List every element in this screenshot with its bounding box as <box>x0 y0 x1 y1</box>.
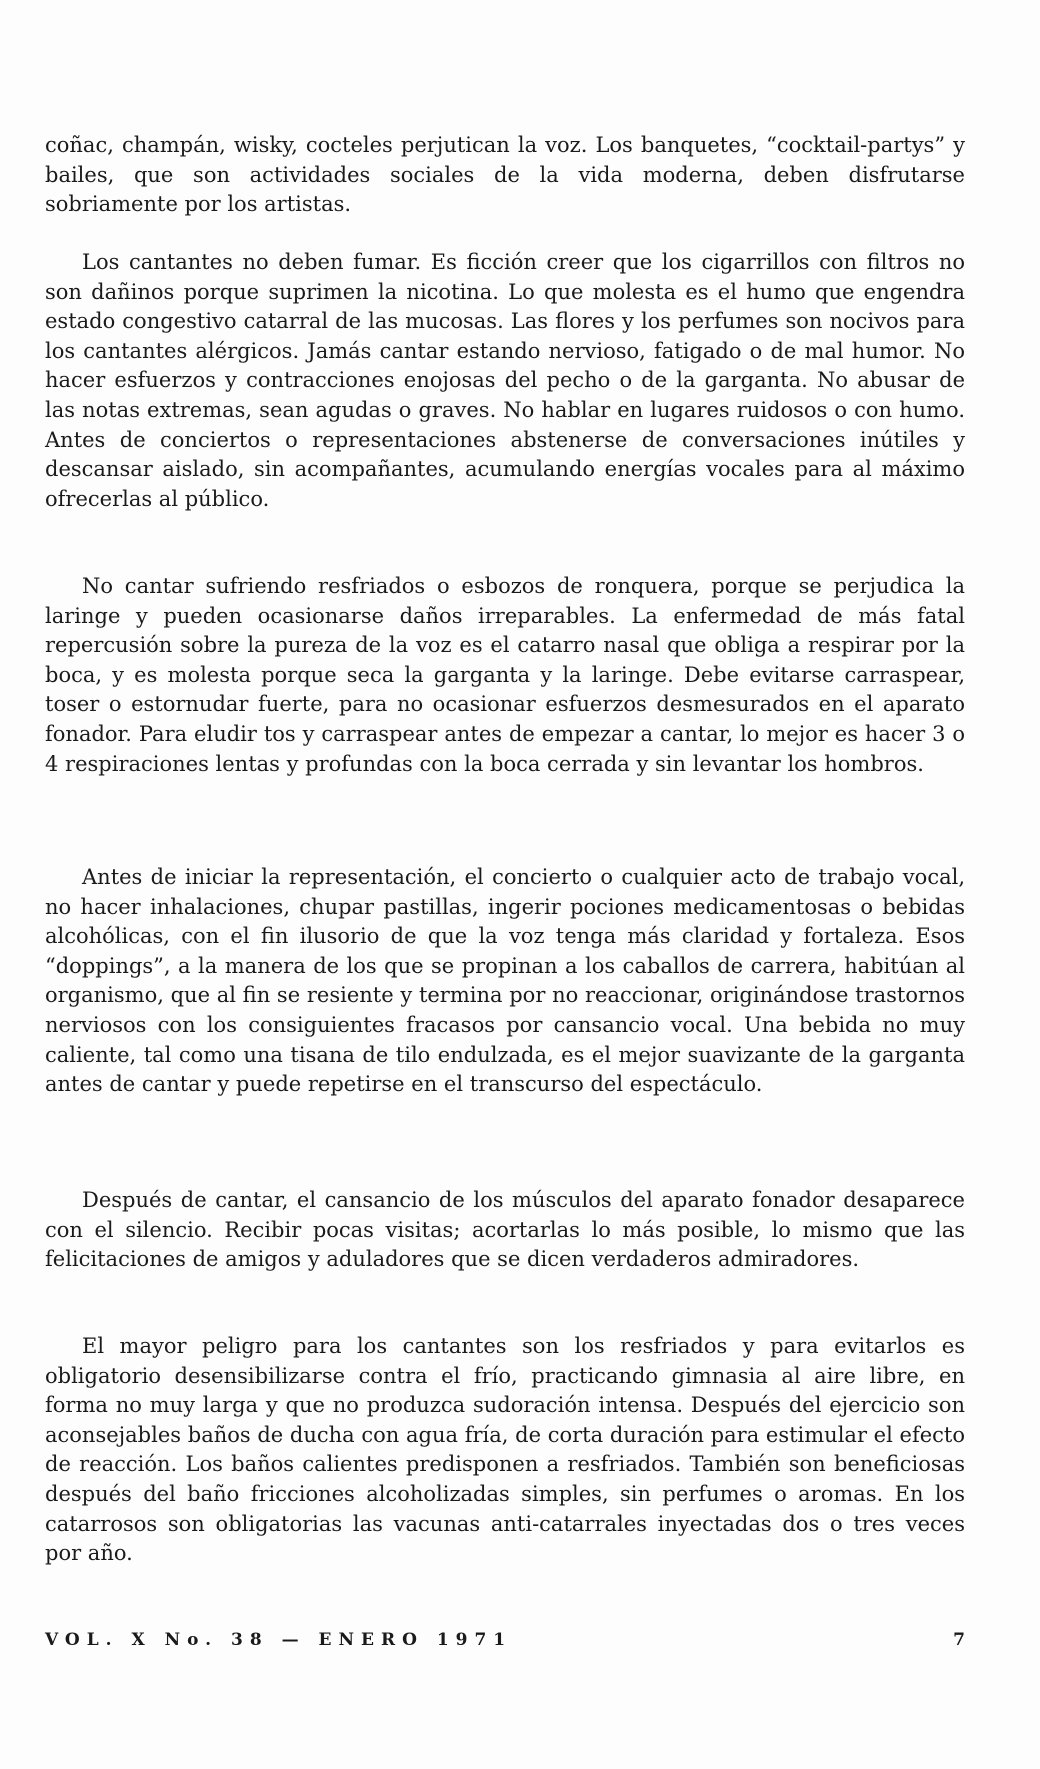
paragraph-2 <box>45 248 965 514</box>
paragraph-1 <box>45 131 965 220</box>
paragraph-text: Después de cantar, el cansancio de los músculos del aparato fonador desaparece con el silencio. Recibir pocas visitas; acortarlas lo más posible, lo mismo que las felicitaciones de amigos y aduladores que se dicen verdaderos admiradores. <box>45 1188 965 1272</box>
paragraph-text: coñac, champán, wisky, cocteles perjutican la voz. Los banquetes, “cocktail-partys” y bailes, que son actividades sociales de la vida moderna, deben disfrutarse sobriamente por los artistas. <box>45 133 965 217</box>
paragraph-5 <box>45 1186 965 1275</box>
page-number: 7 <box>953 1630 965 1650</box>
paragraph-text: Los cantantes no deben fumar. Es ficción creer que los cigarrillos con filtros no son dañinos porque suprimen la nicotina. Lo que molesta es el humo que engendra estado congestivo catarral de las mucosas. Las flores y los perfumes son nocivos para los cantantes alérgicos. Jamás cantar estando nervioso, fatigado o de mal humor. No hacer esfuerzos y contracciones enojosas del pecho o de la garganta. No abusar de las notas extremas, sean agudas o graves. No hablar en lugares ruidosos o con humo. Antes de conciertos o representaciones abstenerse de conversaciones inútiles y descansar aislado, sin acompañantes, acumulando energías vocales para al máximo ofrecerlas al público. <box>45 250 965 511</box>
paragraph-4 <box>45 863 965 1100</box>
page-footer <box>45 1630 965 1654</box>
paragraph-text: No cantar sufriendo resfriados o esbozos de ronquera, porque se perjudica la laringe y pueden ocasionarse daños irreparables. La enfermedad de más fatal repercusión sobre la pureza de la voz es el catarro nasal que obliga a respirar por la boca, y es molesta porque seca la garganta y la laringe. Debe evitarse carraspear, toser o estornudar fuerte, para no ocasionar esfuerzos desmesurados en el aparato fonador. Para eludir tos y carraspear antes de empezar a cantar, lo mejor es hacer 3 o 4 respiraciones lentas y profundas con la boca cerrada y sin levantar los hombros. <box>45 574 965 776</box>
paragraph-text: El mayor peligro para los cantantes son los resfriados y para evitarlos es obligatorio desensibilizarse contra el frío, practicando gimnasia al aire libre, en forma no muy larga y que no produzca sudoración intensa. Después del ejercicio son aconsejables baños de ducha con agua fría, de corta duración para estimular el efecto de reacción. Los baños calientes predisponen a resfriados. También son beneficiosas después del baño fricciones alcoholizadas simples, sin perfumes o aromas. En los catarrosos son obligatorias las vacunas anti-catarrales inyectadas dos o tres veces por año. <box>45 1334 965 1566</box>
issue-info: VOL. X No. 38 — ENERO 1971 <box>45 1630 513 1650</box>
paragraph-text: Antes de iniciar la representación, el concierto o cualquier acto de trabajo vocal, no hacer inhalaciones, chupar pastillas, ingerir pociones medicamentosas o bebidas alcohólicas, con el fin ilusorio de que la voz tenga más claridad y fortaleza. Esos “doppings”, a la manera de los que se propinan a los caballos de carrera, habitúan al organismo, que al fin se resiente y termina por no reaccionar, originándose trastornos nerviosos con los consiguientes fracasos por cansancio vocal. Una bebida no muy caliente, tal como una tisana de tilo endulzada, es el mejor suavizante de la garganta antes de cantar y puede repetirse en el transcurso del espectáculo. <box>45 865 965 1097</box>
paragraph-6 <box>45 1332 965 1569</box>
paragraph-3 <box>45 572 965 779</box>
